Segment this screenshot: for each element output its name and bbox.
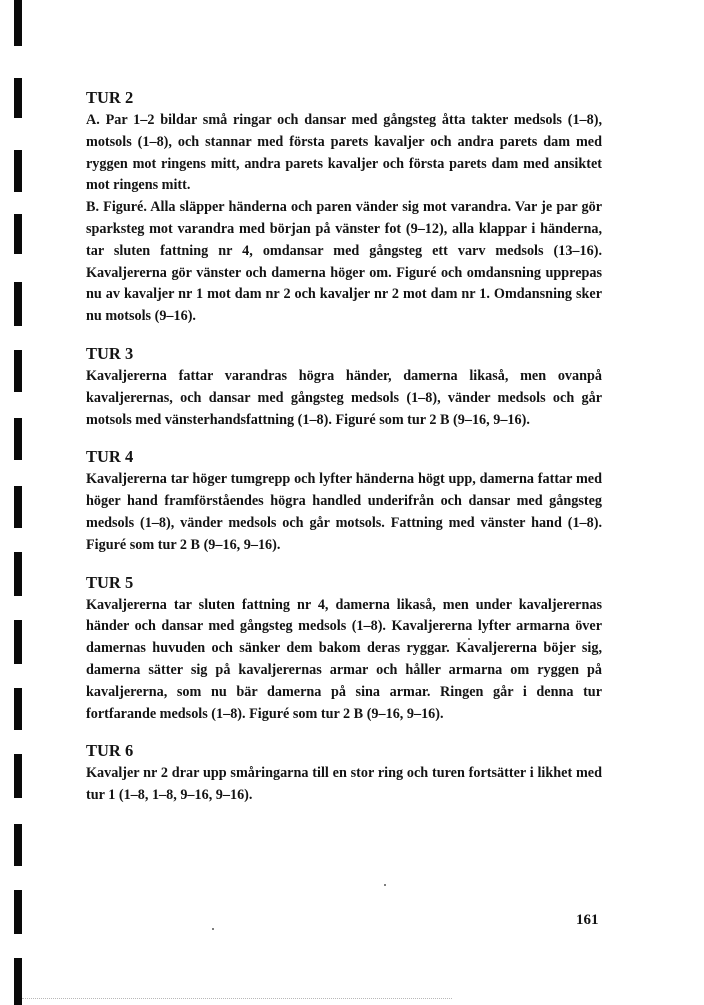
- section-tur-6: [86, 740, 602, 807]
- paragraph: Kavaljererna tar sluten fattning nr 4, damerna likaså, men under kavaljerernas händer och dansar med gångsteg medsols (1–8). Kavaljererna lyfter armarna över damernas huvuden och sänker dem bakom deras ryggar. Kavaljererna böjer sig, damerna sätter sig på kavaljerernas armar och håller armarna om ryggen på kavaljererna, som nu bär damerna på sina armar. Ringen går i denna tur fortfarande medsols (1–8). Figuré som tur 2 B (9–16, 9–16).: [86, 596, 602, 722]
- section-heading: TUR 6: [86, 741, 134, 761]
- scan-edge-mark: [14, 620, 22, 664]
- page-number: 161: [576, 912, 599, 928]
- paragraph: Kavaljererna tar höger tumgrepp och lyfter händerna högt upp, damerna fattar med höger hand framförståendes högra handled underifrån och dansar med gångsteg medsols (1–8), vänder medsols och går motsols. Fattning med vänster hand (1–8). Figuré som tur 2 B (9–16, 9–16).: [86, 471, 602, 553]
- scan-edge-mark: [14, 824, 22, 866]
- section-tur-2: [86, 87, 602, 328]
- section-heading: TUR 3: [86, 343, 134, 363]
- paragraph: B. Figuré. Alla släpper händerna och paren vänder sig mot varandra. Var je par gör sparksteg mot varandra med början på vänster fot (9–12), alla klappar i händerna, tar sluten fattning nr 4, omdansar med gångsteg ett varv medsols (13–16). Kavaljererna gör vänster och damerna höger om. Figuré och omdansning upprepas nu av kavaljer nr 1 mot dam nr 2 och kavaljer nr 2 mot dam nr 1. Omdansning sker nu motsols (9–16).: [86, 199, 602, 325]
- scan-edge-mark: [14, 0, 22, 46]
- paragraph: Kavaljer nr 2 drar upp småringarna till en stor ring och turen fortsätter i likhet med tur 1 (1–8, 1–8, 9–16, 9–16).: [86, 765, 602, 804]
- scan-edge-mark: [14, 78, 22, 118]
- document-page: [86, 87, 602, 822]
- scan-edge-mark: [14, 418, 22, 460]
- section-tur-4: [86, 446, 602, 556]
- paragraph: A. Par 1–2 bildar små ringar och dansar med gångsteg åtta takter medsols (1–8), motsols (1–8), och stannar med första parets kavaljer och andra parets dam med ryggen mot ringens mitt, andra parets kavaljer och första parets dam med ansiktet mot ringens mitt.: [86, 112, 602, 194]
- scan-edge-mark: [14, 486, 22, 528]
- scan-speck: [384, 884, 386, 886]
- scan-edge-mark: [14, 890, 22, 934]
- scan-edge-mark: [14, 214, 22, 254]
- scan-speck: [212, 928, 214, 930]
- section-heading: TUR 5: [86, 572, 134, 592]
- scan-edge-mark: [14, 688, 22, 730]
- scan-bottom-edge: [22, 998, 452, 999]
- section-heading: TUR 4: [86, 447, 134, 467]
- section-tur-3: [86, 343, 602, 431]
- section-tur-5: [86, 572, 602, 726]
- scan-edge-mark: [14, 552, 22, 596]
- scan-edge-mark: [14, 754, 22, 798]
- scan-edge-mark: [14, 958, 22, 1005]
- paragraph: Kavaljererna fattar varandras högra händer, damerna likaså, men ovanpå kavaljerernas, och dansar med gångsteg medsols (1–8), vänder medsols och går motsols med vänsterhandsfattning (1–8). Figuré som tur 2 B (9–16, 9–16).: [86, 367, 602, 428]
- scan-edge-mark: [14, 350, 22, 392]
- section-heading: TUR 2: [86, 88, 134, 107]
- scan-edge-mark: [14, 150, 22, 192]
- scan-edge-mark: [14, 282, 22, 326]
